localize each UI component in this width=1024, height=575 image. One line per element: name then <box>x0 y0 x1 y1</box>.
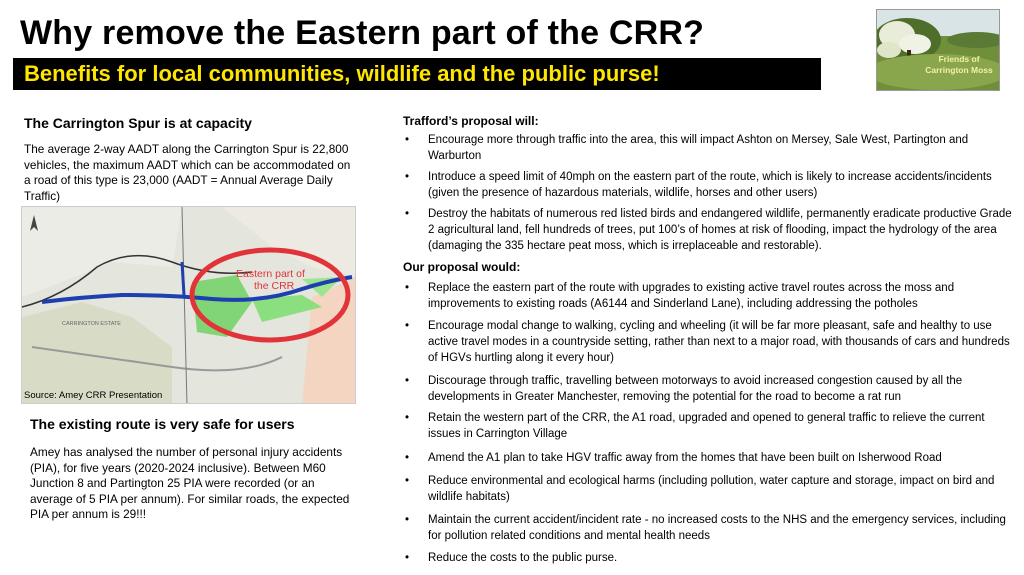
our-point <box>403 410 1013 442</box>
logo-photo <box>877 10 1000 91</box>
map-source-caption: Source: Amey CRR Presentation <box>24 390 163 401</box>
trafford-point-text: Destroy the habitats of numerous red listed birds and endangered wildlife, permanently eradicate productive Grade 2 agricultural land, fell hundreds of trees, put 100’s of homes at risk of flooding, impact the hydrology of the area (damaging the 335 hectare peat moss, which is irreplaceable and restorable). <box>428 208 1012 252</box>
safety-heading: The existing route is very safe for users <box>30 416 295 432</box>
our-point-text: Maintain the current accident/incident rate - no increased costs to the NHS and the emergency services, including for pollution related conditions and mental health needs <box>428 514 1006 542</box>
page-title: Why remove the Eastern part of the CRR? <box>20 14 705 52</box>
bullet-icon: • <box>405 514 410 526</box>
trafford-point-text: Encourage more through traffic into the area, this will impact Ashton on Mersey, Sale West, Partington and Warburton <box>428 134 969 162</box>
capacity-text: The average 2-way AADT along the Carrington Spur is 22,800 vehicles, the maximum AADT which can be accommodated on a road of this type is 23,000 (AADT = Annual Average Daily Traffic) <box>24 142 351 203</box>
bullet-icon: • <box>405 282 410 294</box>
our-point <box>403 550 1013 566</box>
our-point <box>403 450 1013 466</box>
logo-line-2: Carrington Moss <box>925 65 993 75</box>
our-point <box>403 280 1013 312</box>
safety-text: Amey has analysed the number of personal injury accidents (PIA), for five years (2020-2024 inclusive). Between M60 Junction 8 and Partington 25 PIA were recorded (or an average of 5 PIA per annum). For similar roads, the expected PIA per annum is 29!!! <box>30 445 350 521</box>
bullet-icon: • <box>405 208 410 220</box>
bullet-icon: • <box>405 412 410 424</box>
our-point <box>403 318 1013 366</box>
trafford-point <box>403 206 1013 254</box>
our-point-text: Amend the A1 plan to take HGV traffic away from the homes that have been built on Isherwood Road <box>428 452 942 464</box>
our-point-text: Replace the eastern part of the route with upgrades to existing active travel routes across the moss and improvements to existing roads (A6144 and Sinderland Lane), including addressing the potholes <box>428 282 955 310</box>
bullet-icon: • <box>405 375 410 387</box>
our-point-text: Reduce environmental and ecological harms (including pollution, water capture and storage, impact on bird and wildlife habitats) <box>428 475 995 503</box>
subtitle-banner: Benefits for local communities, wildlife and the public purse! <box>13 58 821 90</box>
logo-line-1: Friends of <box>938 54 980 64</box>
bullet-icon: • <box>405 475 410 487</box>
bullet-icon: • <box>405 134 410 146</box>
our-point <box>403 473 1013 505</box>
trafford-point <box>403 132 1013 164</box>
our-point-text: Reduce the costs to the public purse. <box>428 552 618 564</box>
our-proposal-heading: Our proposal would: <box>403 260 521 274</box>
bullet-icon: • <box>405 452 410 464</box>
bullet-icon: • <box>405 320 410 332</box>
our-point-text: Retain the western part of the CRR, the A1 road, upgraded and opened to general traffic to relieve the current issues in Carrington Village <box>428 412 985 440</box>
bullet-icon: • <box>405 171 410 183</box>
crr-route-map <box>21 206 356 404</box>
logo-caption <box>923 54 995 76</box>
bullet-icon: • <box>405 552 410 564</box>
map-eastern-label-1: Eastern part of <box>236 268 305 280</box>
our-point <box>403 373 1013 405</box>
map-estate-label: CARRINGTON ESTATE <box>62 321 121 327</box>
trafford-point-text: Introduce a speed limit of 40mph on the eastern part of the route, which is likely to increase accidents/incidents (given the presence of hazardous materials, wildlife, horses and other users) <box>428 171 992 199</box>
trafford-point <box>403 169 1013 201</box>
map-eastern-label-2: the CRR <box>254 280 295 292</box>
our-point <box>403 512 1013 544</box>
capacity-heading: The Carrington Spur is at capacity <box>24 115 252 131</box>
our-point-text: Discourage through traffic, travelling between motorways to avoid increased congestion caused by all the developments in Greater Manchester, removing the potential for the road to become a rat run <box>428 375 963 403</box>
trafford-heading: Trafford’s proposal will: <box>403 114 539 128</box>
our-point-text: Encourage modal change to walking, cycling and wheeling (it will be far more pleasant, safe and healthy to use active travel modes in a countryside setting, rather than next to a major road, with thousands of cars and hundreds of HGVs hurtling along it every hour) <box>428 320 1010 364</box>
map-graphic <box>22 207 356 404</box>
friends-of-carrington-moss-logo <box>876 9 1000 91</box>
